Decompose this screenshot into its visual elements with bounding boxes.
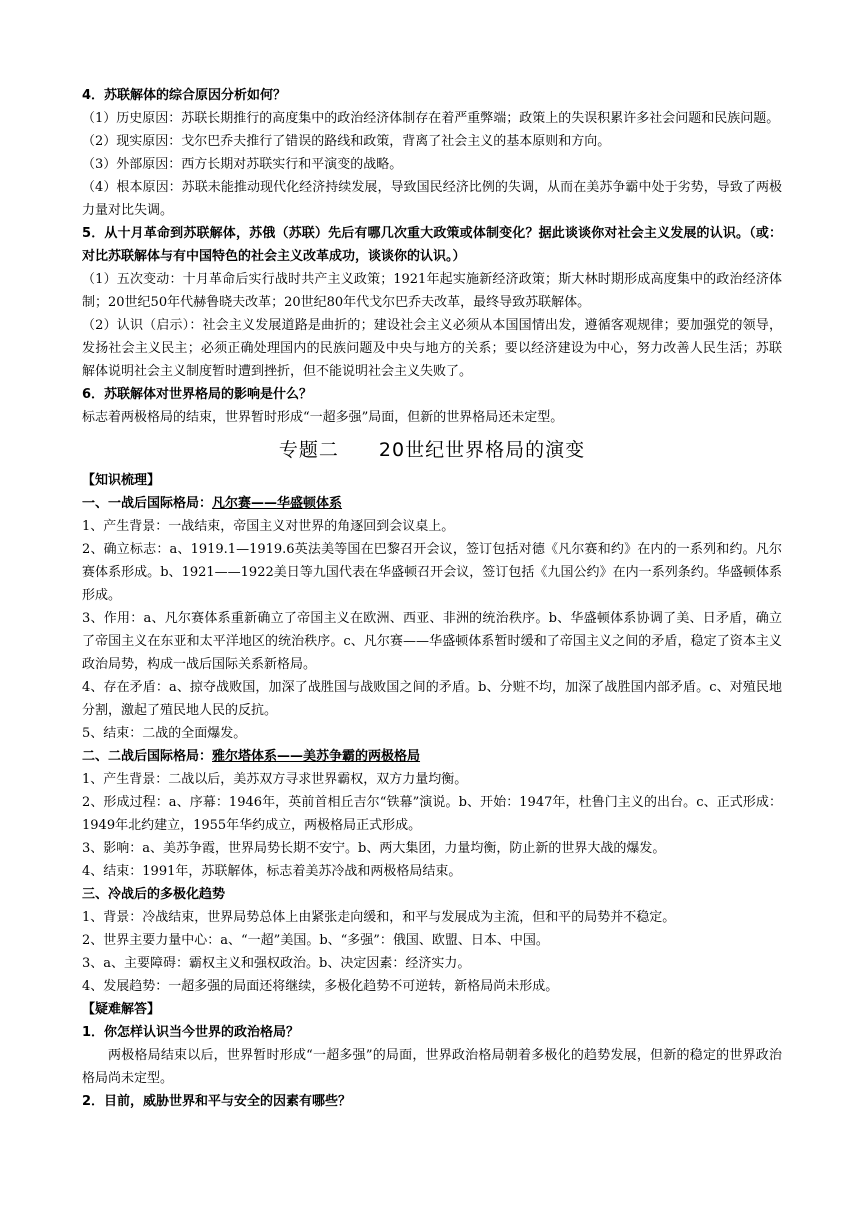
list-item: 2、世界主要力量中心：a、“一超”美国。b、“多强”：俄国、欧盟、日本、中国。 <box>82 933 549 948</box>
topic-name: 20世纪世界格局的演变 <box>378 439 586 461</box>
question-heading: 5．从十月革命到苏联解体，苏俄（苏联）先后有哪几次重大政策或体制变化？据此谈谈你对社会主义发展的认识。（或：对比苏联解体与有中国特色的社会主义改革成功，谈谈你的认识。） <box>82 226 782 264</box>
answer-paragraph: （1）历史原因：苏联长期推行的高度集中的政治经济体制存在着严重弊端；政策上的失误积累许多社会问题和民族问题。 <box>82 111 780 126</box>
list-item: 4、存在矛盾：a、掠夺战败国，加深了战胜国与战败国之间的矛盾。b、分赃不均，加深了战胜国内部矛盾。c、对殖民地分割，激起了殖民地人民的反抗。 <box>82 680 782 718</box>
subsection-heading <box>82 492 782 515</box>
list-item: 2、确立标志：a、1919.1—1919.6英法美等国在巴黎召开会议，签订包括对德《凡尔赛和约》在内的一系列和约。凡尔赛体系形成。b、1921——1922美日等九国代表在华盛顿召开会议，签订包括《九国公约》在内一系列条约。华盛顿体系形成。 <box>82 542 782 603</box>
answer-paragraph: （3）外部原因：西方长期对苏联实行和平演变的战略。 <box>82 157 403 172</box>
subsection-heading: 三、冷战后的多极化趋势 <box>82 887 226 902</box>
answer-paragraph: 两极格局结束以后，世界暂时形成“一超多强”的局面，世界政治格局朝着多极化的趋势发展，但新的稳定的世界政治格局尚未定型。 <box>82 1048 782 1086</box>
list-item: 1、背景：冷战结束，世界局势总体上由紧张走向缓和，和平与发展成为主流，但和平的局势并不稳定。 <box>82 910 676 925</box>
list-item: 3、影响：a、美苏争霞，世界局势长期不安宁。b、两大集团，力量均衡，防止新的世界大战的爆发。 <box>82 841 666 856</box>
subsection-underlined: 凡尔赛——华盛顿体系 <box>212 496 343 511</box>
list-item: 3、a、主要障碍：霸权主义和强权政治。b、决定因素：经济实力。 <box>82 956 471 971</box>
answer-paragraph: （4）根本原因：苏联未能推动现代化经济持续发展，导致国民经济比例的失调，从而在美苏争霸中处于劣势，导致了两极力量对比失调。 <box>82 180 782 218</box>
answer-paragraph: （2）认识（启示）：社会主义发展道路是曲折的；建设社会主义必须从本国国情出发，遵循客观规律；要加强党的领导，发扬社会主义民主；必须正确处理国内的民族问题及中央与地方的关系；要以经济建设为中心，努力改善人民生活；苏联解体说明社会主义制度暂时遭到挫折，但不能说明社会主义失败了。 <box>82 318 782 379</box>
question-heading: 1．你怎样认识当今世界的政治格局？ <box>82 1025 300 1040</box>
list-item: 4、发展趋势：一超多强的局面还将继续，多极化趋势不可逆转，新格局尚未形成。 <box>82 979 559 994</box>
answer-paragraph: （2）现实原因：戈尔巴乔夫推行了错误的路线和政策，背离了社会主义的基本原则和方向。 <box>82 134 611 149</box>
answer-paragraph: 标志着两极格局的结束，世界暂时形成“一超多强”局面，但新的世界格局还未定型。 <box>82 410 564 425</box>
list-item: 4、结束：1991年，苏联解体，标志着美苏冷战和两极格局结束。 <box>82 864 462 879</box>
subsection-heading <box>82 745 782 768</box>
list-item: 1、产生背景：二战以后，美苏双方寻求世界霸权，双方力量均衡。 <box>82 772 468 787</box>
section-header: 【疑难解答】 <box>82 1002 161 1017</box>
list-item: 1、产生背景：一战结束，帝国主义对世界的角逐回到会议桌上。 <box>82 519 455 534</box>
question-heading: 2．目前，威胁世界和平与安全的因素有哪些？ <box>82 1094 352 1109</box>
question-heading: 4．苏联解体的综合原因分析如何？ <box>82 88 287 103</box>
document-page <box>82 84 782 1113</box>
topic-title <box>82 433 782 467</box>
list-item: 3、作用：a、凡尔赛体系重新确立了帝国主义在欧洲、西亚、非洲的统治秩序。b、华盛顿体系协调了美、日矛盾，确立了帝国主义在东亚和太平洋地区的统治秩序。c、凡尔赛——华盛顿体系暂时缓和了帝国主义之间的矛盾，稳定了资本主义政治局势，构成一战后国际关系新格局。 <box>82 611 782 672</box>
answer-paragraph: （1）五次变动：十月革命后实行战时共产主义政策；1921年起实施新经济政策；斯大林时期形成高度集中的政治经济体制；20世纪50年代赫鲁晓夫改革；20世纪80年代戈尔巴乔夫改革，最终导致苏联解体。 <box>82 272 782 310</box>
question-heading: 6．苏联解体对世界格局的影响是什么？ <box>82 387 313 402</box>
section-header: 【知识梳理】 <box>82 473 161 488</box>
list-item: 5、结束：二战的全面爆发。 <box>82 726 247 741</box>
subsection-underlined: 雅尔塔体系——美苏争霸的两极格局 <box>212 749 421 764</box>
subsection-prefix: 一、一战后国际格局： <box>82 496 213 511</box>
subsection-prefix: 二、二战后国际格局： <box>82 749 213 764</box>
topic-label: 专题二 <box>278 439 339 461</box>
list-item: 2、形成过程：a、序幕：1946年，英前首相丘吉尔“铁幕”演说。b、开始：1947年，杜鲁门主义的出台。c、正式形成：1949年北约建立，1955年华约成立，两极格局正式形成。 <box>82 795 782 833</box>
